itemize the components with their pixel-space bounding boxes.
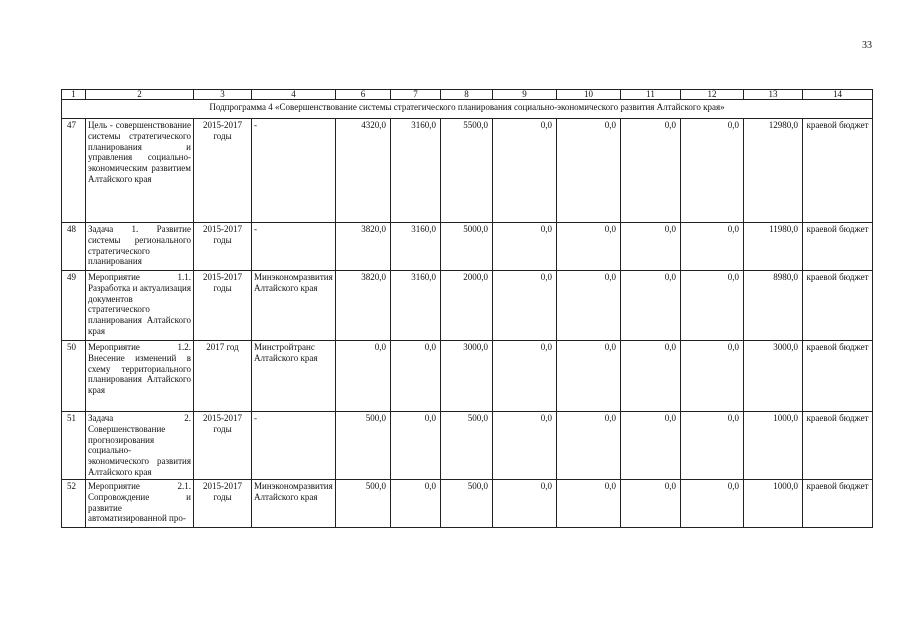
- funding-source: краевой бюджет: [803, 119, 873, 223]
- value-total: 3000,0: [744, 341, 803, 412]
- funding-source: краевой бюджет: [803, 412, 873, 480]
- row-number: 49: [62, 271, 86, 341]
- value-col9: 0,0: [493, 223, 557, 271]
- value-col8: 2000,0: [441, 271, 493, 341]
- value-col6: 3820,0: [336, 271, 391, 341]
- measure-name: Мероприятие 1.1. Разработка и актуализация документов стратегического планирования Алтайского края: [86, 271, 194, 341]
- value-col6: 0,0: [336, 341, 391, 412]
- measure-name: Задача 1. Развитие системы регионального стратегического планирования: [86, 223, 194, 271]
- value-col12: 0,0: [681, 271, 744, 341]
- subprogram-row: [62, 100, 873, 119]
- value-col8: 5000,0: [441, 223, 493, 271]
- value-col7: 3160,0: [391, 223, 441, 271]
- column-number-row: [62, 90, 873, 100]
- value-total: 11980,0: [744, 223, 803, 271]
- value-col12: 0,0: [681, 480, 744, 528]
- column-number: 1: [62, 90, 86, 100]
- value-total: 1000,0: [744, 480, 803, 528]
- value-total: 8980,0: [744, 271, 803, 341]
- value-col12: 0,0: [681, 341, 744, 412]
- value-col6: 500,0: [336, 412, 391, 480]
- measure-name: Мероприятие 2.1. Сопровождение и развитие автоматизированной про-: [86, 480, 194, 528]
- table-row: [62, 480, 873, 528]
- column-number: 10: [557, 90, 621, 100]
- value-col7: 0,0: [391, 412, 441, 480]
- executor: -: [252, 119, 336, 223]
- value-col7: 0,0: [391, 480, 441, 528]
- row-number: 48: [62, 223, 86, 271]
- period: 2015-2017 годы: [194, 271, 252, 341]
- period: 2015-2017 годы: [194, 223, 252, 271]
- value-col7: 3160,0: [391, 119, 441, 223]
- row-number: 51: [62, 412, 86, 480]
- executor: -: [252, 412, 336, 480]
- table-row: [62, 223, 873, 271]
- period: 2015-2017 годы: [194, 119, 252, 223]
- column-number: 11: [621, 90, 681, 100]
- executor: Минэкономразвития Алтайского края: [252, 480, 336, 528]
- value-col10: 0,0: [557, 412, 621, 480]
- table-row: [62, 119, 873, 223]
- column-number: 8: [441, 90, 493, 100]
- value-col8: 500,0: [441, 480, 493, 528]
- value-col6: 3820,0: [336, 223, 391, 271]
- column-number: 7: [391, 90, 441, 100]
- subprogram-title: Подпрограмма 4 «Совершенствование системы стратегического планирования социально-экономического развития Алтайского края»: [62, 100, 873, 119]
- measure-name: Задача 2. Совершенствование прогнозирования социально-экономического развития Алтайского края: [86, 412, 194, 480]
- column-number: 9: [493, 90, 557, 100]
- column-number: 4: [252, 90, 336, 100]
- value-col9: 0,0: [493, 271, 557, 341]
- value-col9: 0,0: [493, 412, 557, 480]
- value-total: 1000,0: [744, 412, 803, 480]
- table-row: [62, 412, 873, 480]
- value-col9: 0,0: [493, 119, 557, 223]
- value-col7: 0,0: [391, 341, 441, 412]
- column-number: 12: [681, 90, 744, 100]
- executor: -: [252, 223, 336, 271]
- value-col10: 0,0: [557, 223, 621, 271]
- period: 2017 год: [194, 341, 252, 412]
- value-col11: 0,0: [621, 119, 681, 223]
- measure-name: Цель - совершенствование системы стратегического планирования и управления социально-экономическим развитием Алтайского края: [86, 119, 194, 223]
- value-col6: 500,0: [336, 480, 391, 528]
- value-col12: 0,0: [681, 119, 744, 223]
- row-number: 52: [62, 480, 86, 528]
- table-row: [62, 271, 873, 341]
- column-number: 13: [744, 90, 803, 100]
- value-col10: 0,0: [557, 480, 621, 528]
- value-col11: 0,0: [621, 223, 681, 271]
- row-number: 47: [62, 119, 86, 223]
- value-col9: 0,0: [493, 341, 557, 412]
- value-col8: 3000,0: [441, 341, 493, 412]
- column-number: 14: [803, 90, 873, 100]
- period: 2015-2017 годы: [194, 412, 252, 480]
- value-col12: 0,0: [681, 412, 744, 480]
- page-number: 33: [862, 40, 872, 51]
- value-col11: 0,0: [621, 271, 681, 341]
- executor: Минстройтранс Алтайского края: [252, 341, 336, 412]
- funding-source: краевой бюджет: [803, 223, 873, 271]
- program-table: [61, 89, 873, 528]
- funding-source: краевой бюджет: [803, 480, 873, 528]
- column-number: 6: [336, 90, 391, 100]
- measure-name: Мероприятие 1.2. Внесение изменений в схему территориального планирования Алтайского края: [86, 341, 194, 412]
- value-col6: 4320,0: [336, 119, 391, 223]
- value-col8: 5500,0: [441, 119, 493, 223]
- value-col10: 0,0: [557, 119, 621, 223]
- executor: Минэкономразвития Алтайского края: [252, 271, 336, 341]
- period: 2015-2017 годы: [194, 480, 252, 528]
- value-total: 12980,0: [744, 119, 803, 223]
- value-col7: 3160,0: [391, 271, 441, 341]
- value-col9: 0,0: [493, 480, 557, 528]
- value-col8: 500,0: [441, 412, 493, 480]
- value-col10: 0,0: [557, 271, 621, 341]
- value-col12: 0,0: [681, 223, 744, 271]
- table-row: [62, 341, 873, 412]
- value-col11: 0,0: [621, 480, 681, 528]
- value-col10: 0,0: [557, 341, 621, 412]
- row-number: 50: [62, 341, 86, 412]
- column-number: 3: [194, 90, 252, 100]
- funding-source: краевой бюджет: [803, 271, 873, 341]
- value-col11: 0,0: [621, 412, 681, 480]
- column-number: 2: [86, 90, 194, 100]
- value-col11: 0,0: [621, 341, 681, 412]
- funding-source: краевой бюджет: [803, 341, 873, 412]
